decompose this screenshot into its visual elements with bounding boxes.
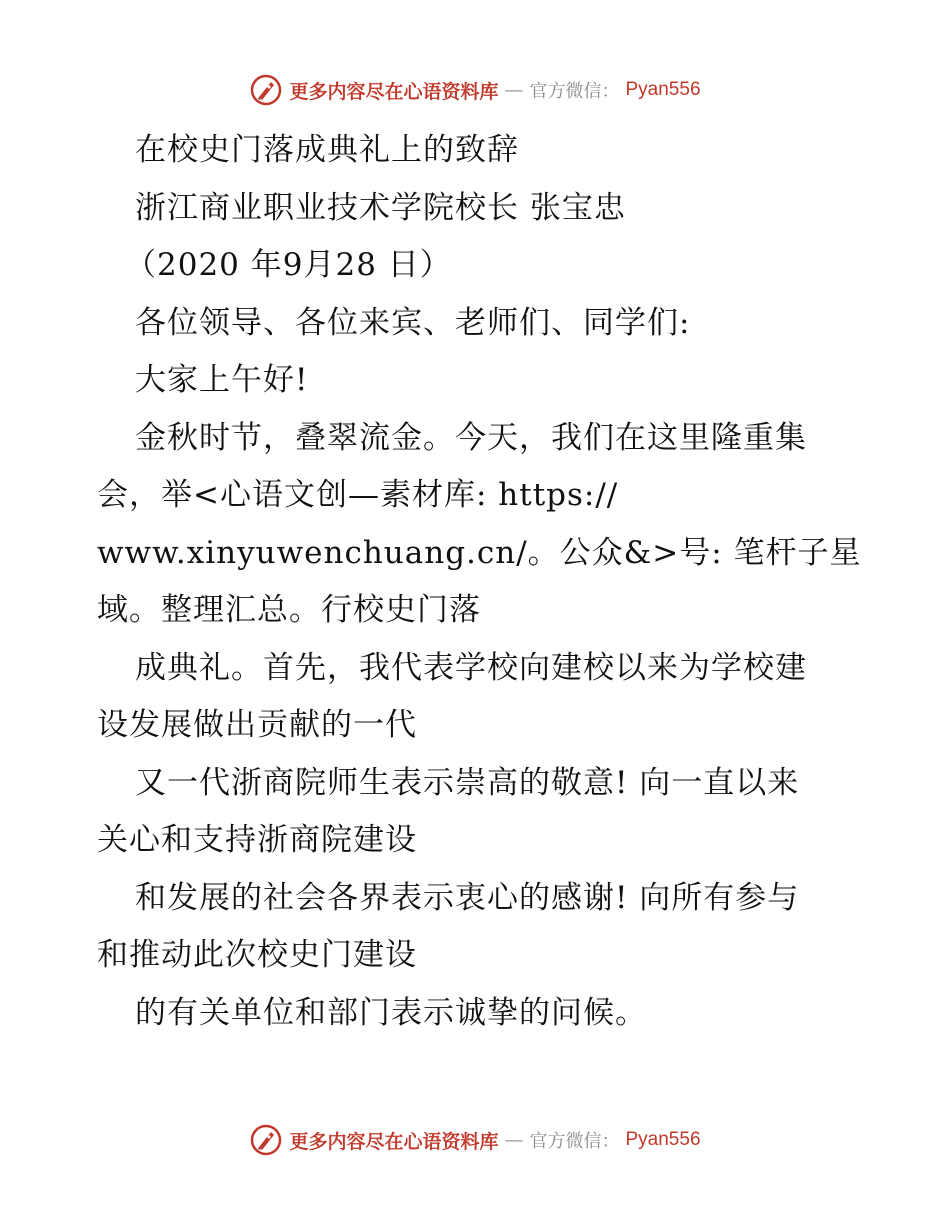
document-body — [97, 122, 862, 1042]
watermark-wechat-label: 官方微信： — [529, 81, 620, 102]
footer-watermark — [0, 1120, 950, 1160]
body-text-line: 设发展做出贡献的一代 — [97, 707, 417, 743]
body-text-line: 大家上午好! — [135, 362, 309, 398]
body-text-line: 和推动此次校史门建设 — [97, 937, 417, 973]
body-text-line: 的有关单位和部门表示诚挚的问候。 — [135, 994, 647, 1031]
body-text-line: 域。整理汇总。行校史门落 — [97, 592, 481, 628]
watermark-separator: — — [504, 79, 524, 101]
body-text-line: 会，举<心语文创—素材库: https:// — [97, 477, 619, 513]
document-date: （2020 年9月28 日） — [125, 247, 452, 283]
pen-nib-logo-icon — [249, 1123, 283, 1157]
header-watermark — [0, 70, 950, 110]
document-author: 浙江商业职业技术学院校长 张宝忠 — [135, 189, 626, 226]
body-text-line: 成典礼。首先，我代表学校向建校以来为学校建 — [135, 649, 807, 686]
document-title: 在校史门落成典礼上的致辞 — [135, 132, 519, 168]
body-text-line: www.xinyuwenchuang.cn/。公众&>号: 笔杆子星 — [97, 534, 862, 571]
watermark-wechat-id: Pyan556 — [625, 79, 701, 100]
body-text-line: 金秋时节，叠翠流金。今天，我们在这里隆重集 — [135, 419, 807, 456]
body-text-line: 又一代浙商院师生表示崇高的敬意! 向一直以来 — [135, 764, 800, 801]
body-text-line: 各位领导、各位来宾、老师们、同学们: — [135, 304, 691, 341]
watermark-wechat-label: 官方微信： — [529, 1131, 620, 1152]
watermark-slogan: 更多内容尽在心语资料库 — [289, 80, 499, 103]
pen-nib-logo-icon — [249, 73, 283, 107]
watermark-separator: — — [504, 1129, 524, 1151]
watermark-slogan: 更多内容尽在心语资料库 — [289, 1130, 499, 1153]
body-text-line: 和发展的社会各界表示衷心的感谢! 向所有参与 — [135, 879, 800, 916]
body-text-line: 关心和支持浙商院建设 — [97, 822, 417, 858]
watermark-wechat-id: Pyan556 — [625, 1129, 701, 1150]
